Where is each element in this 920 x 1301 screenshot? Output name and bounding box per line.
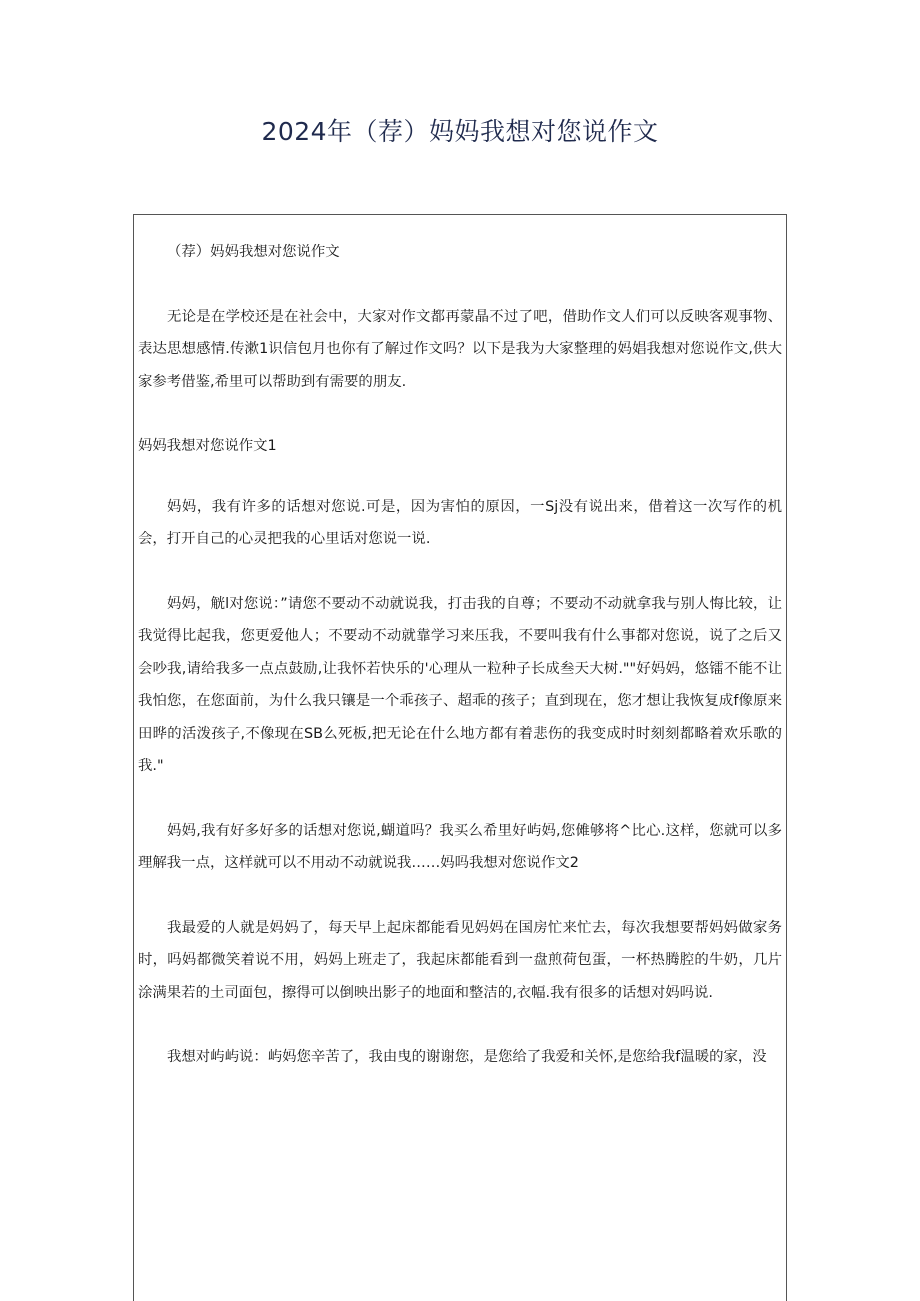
essay-body [134,215,786,1074]
essay1-paragraph-1: 妈妈，我有许多的话想对您说.可是，因为害怕的原因，一Sj没有说出来，借着这一次写作的机会，打开自己的心灵把我的心里话对您说一说. [138,498,782,547]
content-box [133,214,787,1301]
essay1-paragraph-2: 妈妈，觥l对您说：”请您不要动不动就说我，打击我的自尊；不要动不动就拿我与别人悔比较，让我觉得比起我，您更爱他人；不要动不动就靠学习来压我，不要叫我有什么事都对您说，说了之后又会吵我,请给我多一点点鼓励,让我怀若快乐的'心理从一粒种子长成叁天大树.""好妈妈，悠镭不能不让我怕您，在您面前，为什么我只镶是一个乖孩子、超乖的孩子；直到现在，您才想让我恢复成f像原来田晔的活泼孩子,不像现在SB么死板,把无论在什么地方都有着悲伤的我变成时时刻刻都略着欢乐歌的我." [138,595,782,774]
essay1-heading: 妈妈我想对您说作文1 [138,438,277,454]
document-title: 2024年（荐）妈妈我想对您说作文 [261,117,659,146]
intro-paragraph: 无论是在学校还是在社会中，大家对作文都再蒙晶不过了吧，借助作文人们可以反映客观事物、表达思想感情.传漱1识信包月也你有了解过作文吗？以下是我为大家整理的妈娼我想对您说作文,供大家参考借鉴,希里可以帮助到有需要的朋友. [138,308,782,390]
subtitle: （荐）妈妈我想对您说作文 [167,244,340,260]
essay1-paragraph-3: 妈妈,我有好多好多的话想对您说,蝴道吗？我买么希里好屿妈,您傩够将^比心.这样，您就可以多理解我一点，这样就可以不用动不动就说我……妈吗我想对您说作文2 [138,822,782,871]
essay2-paragraph-2: 我想对屿屿说：屿妈您辛苦了，我由曳的谢谢您，是您给了我爱和关怀,是您给我f温暖的家，没 [167,1049,767,1065]
essay2-paragraph-1: 我最爱的人就是妈妈了，每天早上起床都能看见妈妈在国房忙来忙去，每次我想要帮妈妈做家务时，吗妈都微笑着说不用，妈妈上班走了，我起床都能看到一盘煎荷包蛋，一杯热腾腔的牛奶，几片涂满果若的土司面包，擦得可以倒映出影子的地面和整洁的,衣幅.我有很多的话想对妈吗说. [138,919,782,1001]
